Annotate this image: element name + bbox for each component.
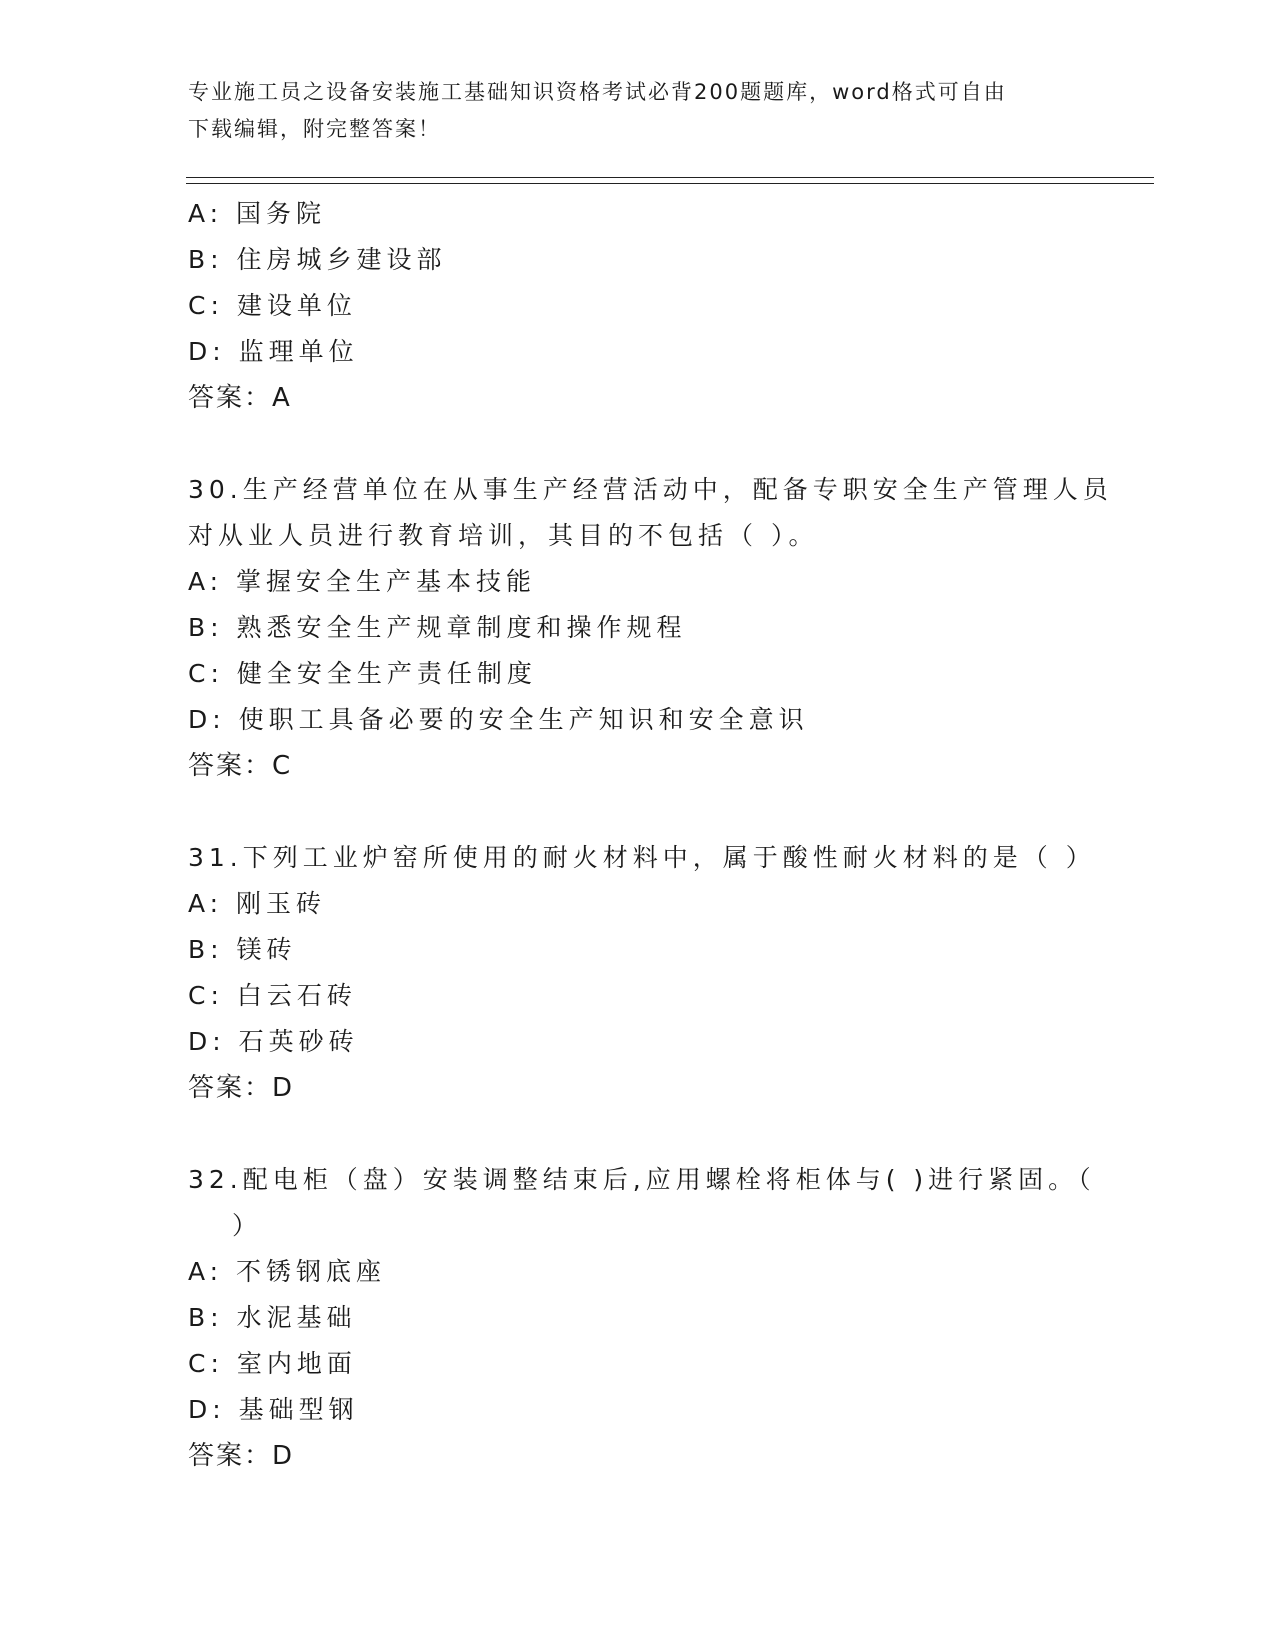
option-b: B: 水泥基础 bbox=[188, 1303, 357, 1332]
header-line-2: 下载编辑，附完整答案！ bbox=[188, 117, 441, 141]
question-31-block bbox=[188, 835, 1148, 1111]
question-text-line-1: 31.下列工业炉窑所使用的耐火材料中，属于酸性耐火材料的是（ ） bbox=[188, 843, 1096, 872]
question-text-line-2: ） bbox=[232, 1211, 263, 1240]
option-b: B: 住房城乡建设部 bbox=[188, 245, 447, 274]
option-d: D: 基础型钢 bbox=[188, 1395, 359, 1424]
option-b: B: 镁砖 bbox=[188, 935, 297, 964]
option-c: C: 室内地面 bbox=[188, 1349, 357, 1378]
header-divider-bottom bbox=[186, 183, 1154, 184]
question-text-line-1: 30.生产经营单位在从事生产经营活动中，配备专职安全生产管理人员 bbox=[188, 475, 1113, 504]
option-d: D: 石英砂砖 bbox=[188, 1027, 359, 1056]
header-divider-top bbox=[186, 177, 1154, 178]
document-header bbox=[188, 74, 1088, 148]
option-a: A: 刚玉砖 bbox=[188, 889, 327, 918]
header-line-1: 专业施工员之设备安装施工基础知识资格考试必背200题题库，word格式可自由 bbox=[188, 80, 1007, 104]
option-a: A: 掌握安全生产基本技能 bbox=[188, 567, 537, 596]
option-c: C: 健全安全生产责任制度 bbox=[188, 659, 537, 688]
option-a: A: 国务院 bbox=[188, 199, 327, 228]
option-a: A: 不锈钢底座 bbox=[188, 1257, 387, 1286]
spacer bbox=[188, 421, 1148, 467]
option-d: D: 使职工具备必要的安全生产知识和安全意识 bbox=[188, 705, 809, 734]
answer: 答案：C bbox=[188, 751, 293, 781]
question-text-line-1: 32.配电柜（盘）安装调整结束后,应用螺栓将柜体与( )进行紧固。（ bbox=[188, 1165, 1096, 1194]
option-c: C: 建设单位 bbox=[188, 291, 357, 320]
question-30-block bbox=[188, 467, 1148, 789]
question-32-block bbox=[188, 1157, 1148, 1479]
option-c: C: 白云石砖 bbox=[188, 981, 357, 1010]
option-b: B: 熟悉安全生产规章制度和操作规程 bbox=[188, 613, 687, 642]
spacer bbox=[188, 789, 1148, 835]
answer: 答案：D bbox=[188, 1441, 295, 1471]
answer: 答案：D bbox=[188, 1073, 295, 1103]
question-text-line-2: 对从业人员进行教育培训，其目的不包括（ ）。 bbox=[188, 521, 819, 550]
question-list bbox=[188, 191, 1148, 1479]
spacer bbox=[188, 1111, 1148, 1157]
answer: 答案：A bbox=[188, 383, 292, 413]
option-d: D: 监理单位 bbox=[188, 337, 359, 366]
question-29-block bbox=[188, 191, 1148, 421]
